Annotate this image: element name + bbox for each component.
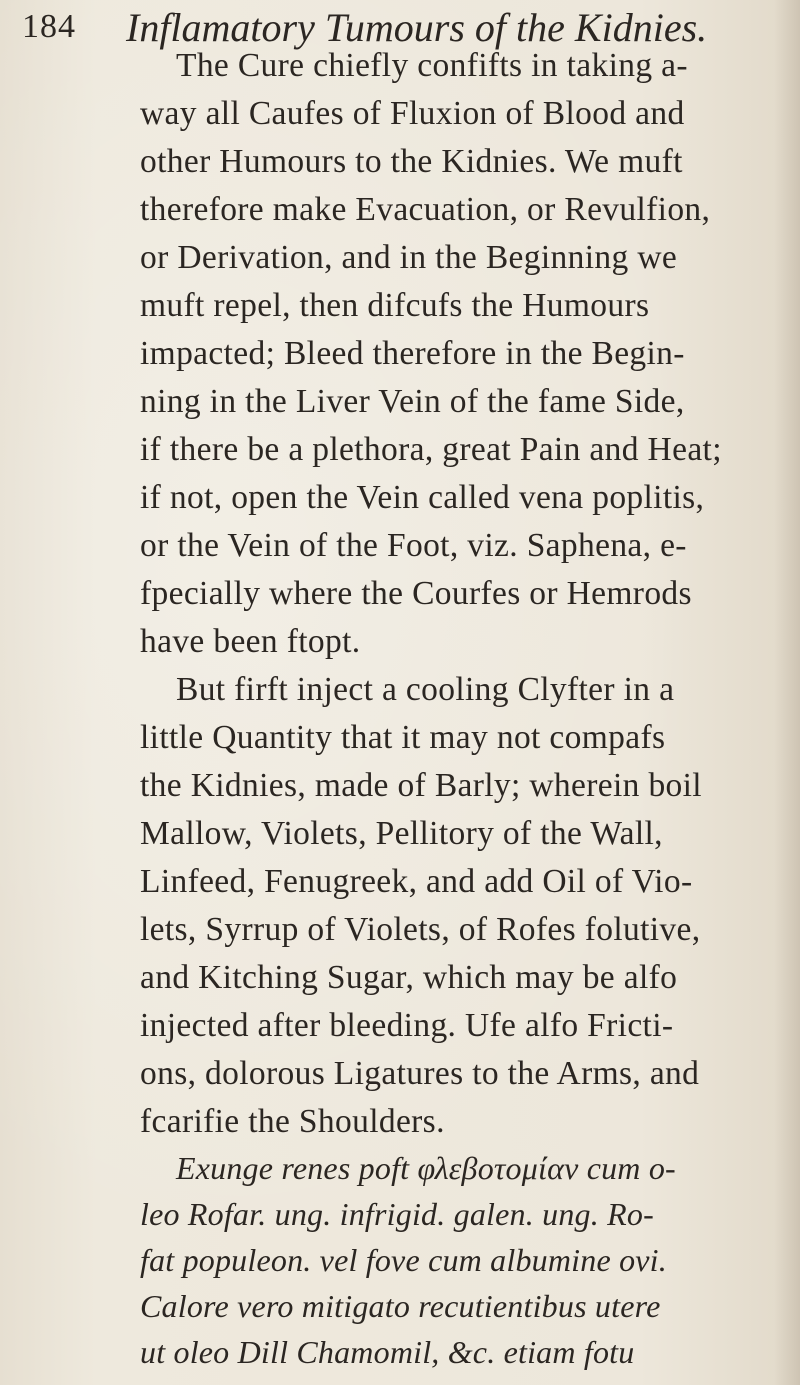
text-line: lets, Syrrup of Violets, of Rofes folutive, xyxy=(140,911,701,948)
text-line: therefore make Evacuation, or Revulfion, xyxy=(140,191,711,228)
running-head: Inflamatory Tumours of the Kidnies. xyxy=(126,5,708,50)
text-line: muft repel, then difcufs the Humours xyxy=(140,287,650,324)
text-line: Exunge renes poft φλεβοτομίαν cum o- xyxy=(176,1150,676,1186)
text-line: injected after bleeding. Ufe alfo Fricti- xyxy=(140,1007,674,1044)
text-line: The Cure chiefly confifts in taking a- xyxy=(176,47,688,84)
text-line: But firft inject a cooling Clyfter in a xyxy=(176,671,675,708)
page-edge-shadow xyxy=(774,0,800,1385)
text-line: or the Vein of the Foot, viz. Saphena, e- xyxy=(140,527,687,564)
text-line: way all Caufes of Fluxion of Blood and xyxy=(140,95,685,132)
text-line: leo Rofar. ung. infrigid. galen. ung. Ro- xyxy=(140,1196,654,1232)
text-line: and Kitching Sugar, which may be alfo xyxy=(140,959,678,996)
text-line: Calore vero mitigato recutientibus utere xyxy=(140,1288,661,1324)
text-line: ons, dolorous Ligatures to the Arms, and xyxy=(140,1055,700,1092)
text-line: have been ftopt. xyxy=(140,623,361,660)
text-line: or Derivation, and in the Beginning we xyxy=(140,239,678,276)
text-line: impacted; Bleed therefore in the Begin- xyxy=(140,335,685,372)
text-line: Linfeed, Fenugreek, and add Oil of Vio- xyxy=(140,863,693,900)
text-line: ut oleo Dill Chamomil, &c. etiam fotu xyxy=(140,1334,635,1370)
text-line: fat populeon. vel fove cum albumine ovi. xyxy=(140,1242,667,1278)
text-line: other Humours to the Kidnies. We muft xyxy=(140,143,683,180)
text-line: if not, open the Vein called vena poplitis, xyxy=(140,479,705,516)
text-line: the Kidnies, made of Barly; wherein boil xyxy=(140,767,702,804)
text-line: Mallow, Violets, Pellitory of the Wall, xyxy=(140,815,663,852)
text-line: fcarifie the Shoulders. xyxy=(140,1103,445,1140)
text-line: fpecially where the Courfes or Hemrods xyxy=(140,575,692,612)
text-line: ning in the Liver Vein of the fame Side, xyxy=(140,383,685,420)
text-line: little Quantity that it may not compafs xyxy=(140,719,666,756)
text-line: if there be a plethora, great Pain and Heat; xyxy=(140,431,722,468)
page-number: 184 xyxy=(22,8,76,45)
